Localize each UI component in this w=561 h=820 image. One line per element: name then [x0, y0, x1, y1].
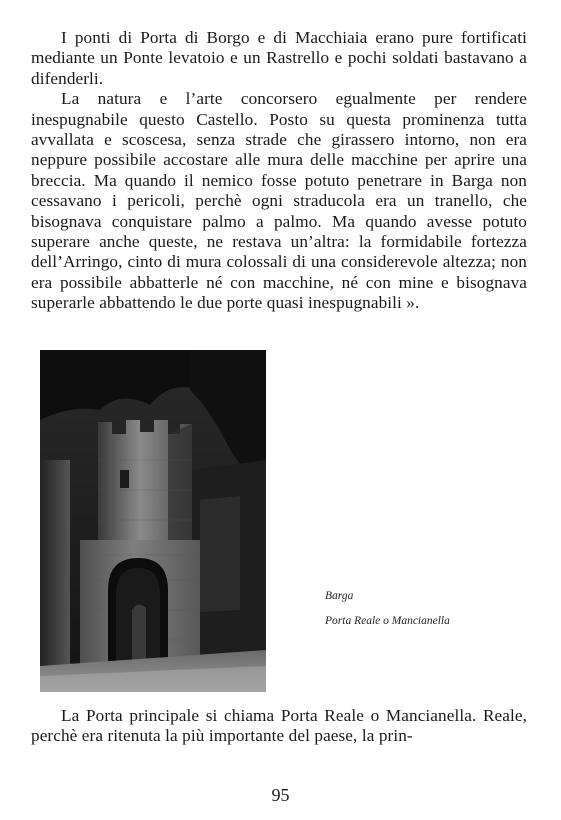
body-text-bottom [31, 706, 527, 747]
body-text-top [31, 28, 527, 314]
paragraph-porta-principale: La Porta principale si chiama Porta Reale o Mancianella. Reale, perchè era ritenuta la più importante del paese, la prin- [31, 706, 527, 746]
photo-porta-reale [40, 350, 266, 692]
page-number: 95 [271, 785, 290, 805]
paragraph-ponti: I ponti di Porta di Borgo e di Macchiaia erano pure fortificati mediante un Ponte levatoio e un Rastrello e pochi soldati bastavano a difenderli. [31, 28, 527, 88]
caption-title: Porta Reale o Mancianella [325, 615, 450, 627]
paragraph-natura: La natura e l’arte concorsero egualmente per rendere inespugnabile questo Castello. Posto su questa prominenza tutta avvallata e scoscesa, senza strade che girassero intorno, non era neppure possibile accostare alle mura delle macchine per aprire una breccia. Ma quando il nemico fosse potuto penetrare in Barga non cessavano i pericoli, perchè ogni straducola era un tranello, che bisognava conquistare palmo a palmo. Ma quando avesse potuto superare anche queste, ne restava un’altra: la formidabile fortezza dell’Arringo, cinto di mura colossali di una considerevole altezza; non era possibile abbatterle né con macchine, né con mine e bisognava superarle abbattendo le due porte quasi inespugnabili ». [31, 89, 527, 313]
figure-caption [325, 584, 450, 634]
caption-place: Barga [325, 590, 354, 602]
